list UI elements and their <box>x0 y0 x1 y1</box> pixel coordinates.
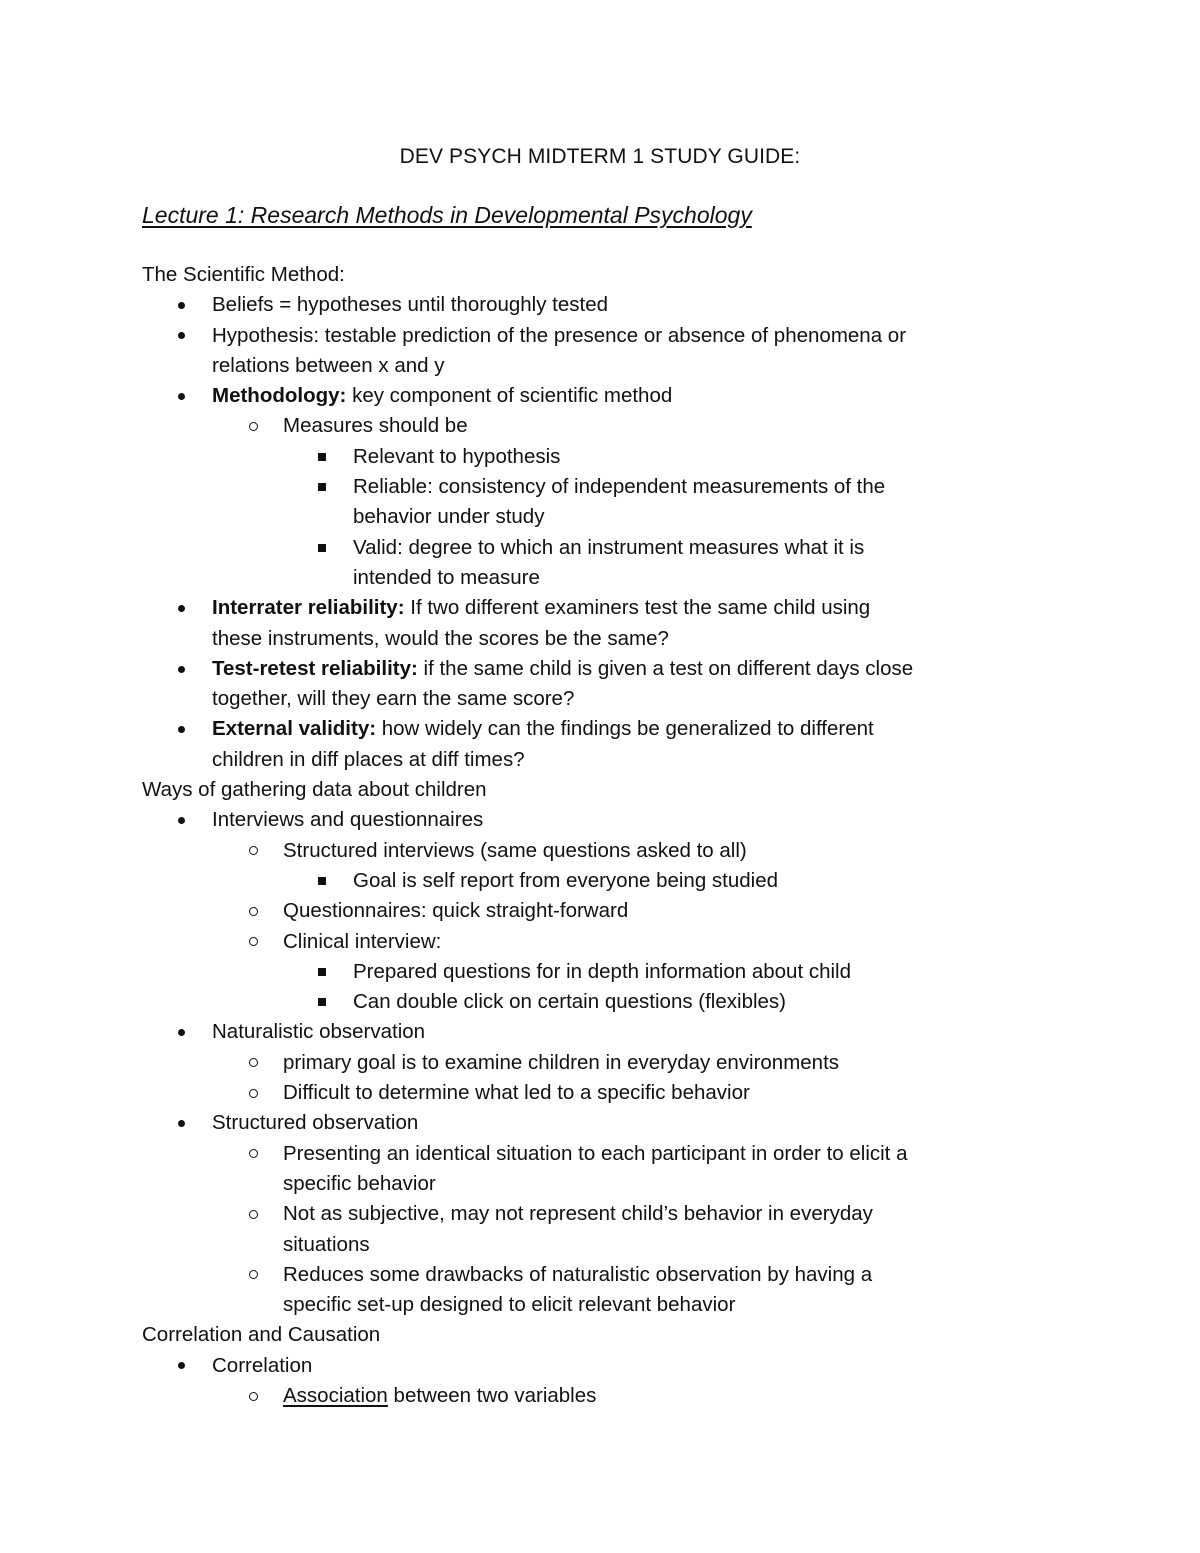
list-item-continuation: together, will they earn the same score? <box>212 687 575 711</box>
lecture-heading: Lecture 1: Research Methods in Developmental Psychology <box>142 202 752 228</box>
bullet-dot-icon <box>178 1351 185 1381</box>
section-heading-gathering-data: Ways of gathering data about children <box>142 778 487 802</box>
list-item-continuation: children in diff places at diff times? <box>212 747 525 771</box>
bullet-dot-icon <box>178 654 185 684</box>
bullet-dot-icon <box>178 805 185 835</box>
bullet-circle-icon <box>249 1078 258 1108</box>
bullet-square-icon <box>318 442 326 472</box>
list-item: Structured interviews (same questions asked to all) <box>142 836 1062 866</box>
list-item: Relevant to hypothesis <box>142 442 1062 472</box>
list-item-continuation: situations <box>283 1232 370 1256</box>
list-item: Reliable: consistency of independent measurements of the <box>142 472 1062 502</box>
list-item: Reduces some drawbacks of naturalistic observation by having a <box>142 1260 1062 1290</box>
list-item: Structured observation <box>142 1108 1062 1138</box>
list-item: Goal is self report from everyone being studied <box>142 866 1062 896</box>
bullet-circle-icon <box>249 1199 258 1229</box>
list-item: primary goal is to examine children in everyday environments <box>142 1048 1062 1078</box>
list-item: Questionnaires: quick straight-forward <box>142 896 1062 926</box>
list-item-continuation: specific behavior <box>283 1171 436 1195</box>
list-item: Test-retest reliability: if the same child is given a test on different days close <box>142 654 1062 684</box>
list-item: Interviews and questionnaires <box>142 805 1062 835</box>
bullet-square-icon <box>318 957 326 987</box>
bullet-square-icon <box>318 866 326 896</box>
section-heading-scientific-method: The Scientific Method: <box>142 263 345 286</box>
list-item: Presenting an identical situation to each participant in order to elicit a <box>142 1139 1062 1169</box>
bullet-dot-icon <box>178 321 185 351</box>
list-item: Methodology: key component of scientific method <box>142 381 1062 411</box>
list-item-continuation: relations between x and y <box>212 353 445 377</box>
association-term: Association <box>283 1383 388 1407</box>
list-item: Naturalistic observation <box>142 1017 1062 1047</box>
list-item-continuation: behavior under study <box>353 505 545 529</box>
bullet-dot-icon <box>178 381 185 411</box>
bullet-square-icon <box>318 533 326 563</box>
bullet-circle-icon <box>249 1048 258 1078</box>
bullet-circle-icon <box>249 836 258 866</box>
list-item: External validity: how widely can the findings be generalized to different <box>142 714 1062 744</box>
list-item: Difficult to determine what led to a specific behavior <box>142 1078 1062 1108</box>
bullet-dot-icon <box>178 1108 185 1138</box>
bullet-square-icon <box>318 987 326 1017</box>
notes-body <box>142 260 1062 1411</box>
list-item: Hypothesis: testable prediction of the presence or absence of phenomena or <box>142 321 1062 351</box>
bullet-square-icon <box>318 472 326 502</box>
list-item: Clinical interview: <box>142 927 1062 957</box>
page-title: DEV PSYCH MIDTERM 1 STUDY GUIDE: <box>399 145 801 168</box>
list-item-continuation: specific set-up designed to elicit relevant behavior <box>283 1293 736 1317</box>
bullet-circle-icon <box>249 1381 258 1411</box>
list-item: Can double click on certain questions (flexibles) <box>142 987 1062 1017</box>
bullet-dot-icon <box>178 714 185 744</box>
list-item-continuation: these instruments, would the scores be the same? <box>212 626 669 650</box>
bullet-circle-icon <box>249 1260 258 1290</box>
list-item: Measures should be <box>142 411 1062 441</box>
list-item: Valid: degree to which an instrument measures what it is <box>142 533 1062 563</box>
list-item-continuation: intended to measure <box>353 565 540 589</box>
list-item: Association between two variables <box>142 1381 1062 1411</box>
list-item: Not as subjective, may not represent child’s behavior in everyday <box>142 1199 1062 1229</box>
bullet-circle-icon <box>249 411 258 441</box>
list-item: Interrater reliability: If two different examiners test the same child using <box>142 593 1062 623</box>
list-item: Beliefs = hypotheses until thoroughly tested <box>142 290 1062 320</box>
section-heading-correlation: Correlation and Causation <box>142 1323 381 1347</box>
bullet-dot-icon <box>178 290 185 320</box>
bullet-circle-icon <box>249 1139 258 1169</box>
bullet-dot-icon <box>178 1017 185 1047</box>
bullet-dot-icon <box>178 593 185 623</box>
bullet-circle-icon <box>249 896 258 926</box>
list-item: Correlation <box>142 1351 1062 1381</box>
bullet-circle-icon <box>249 927 258 957</box>
list-item: Prepared questions for in depth information about child <box>142 957 1062 987</box>
